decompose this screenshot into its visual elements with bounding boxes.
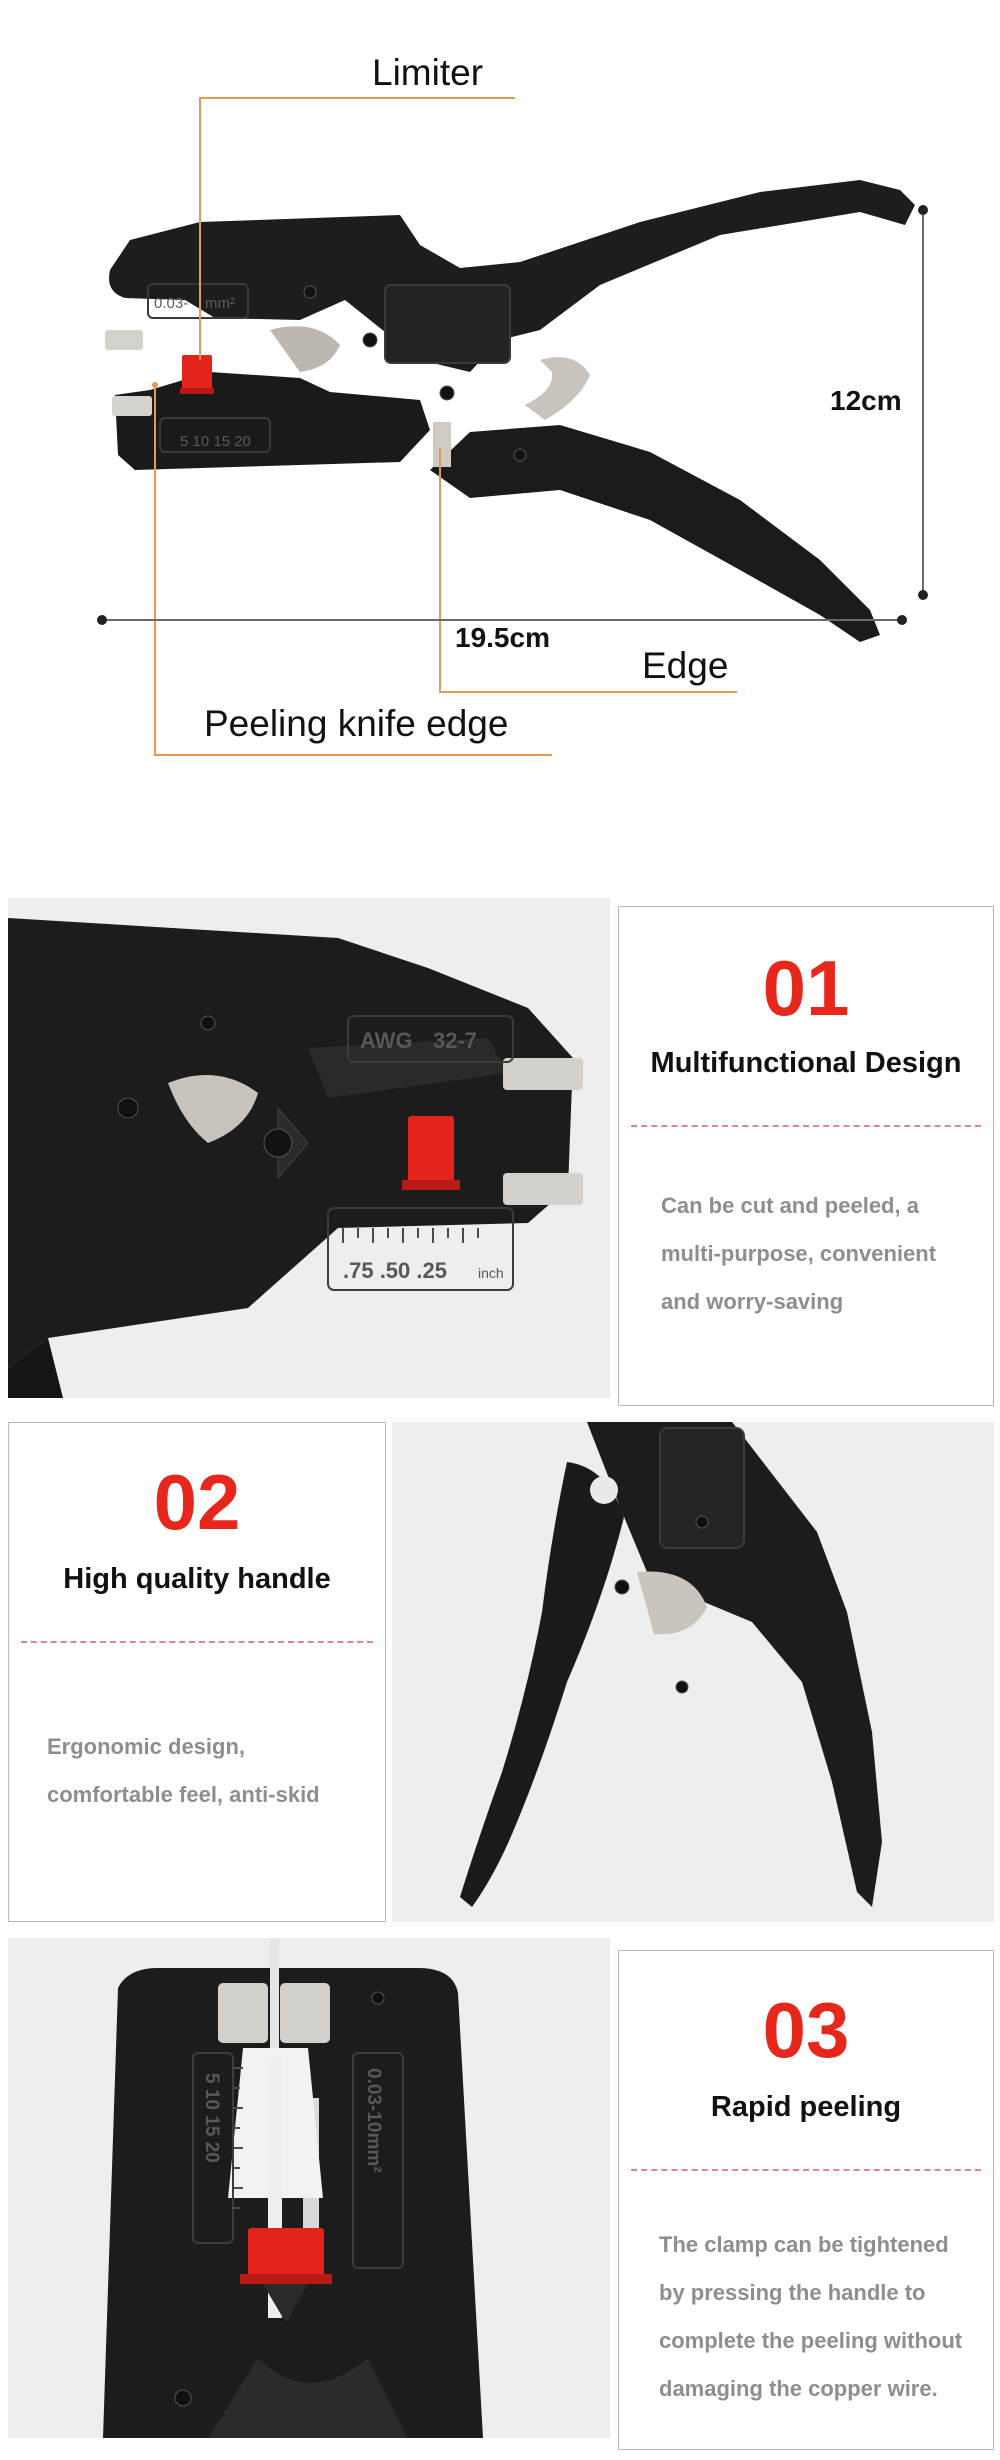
lower-handle [430,425,880,642]
awg-marking: AWG [360,1028,413,1053]
edge-label: Edge [642,645,729,686]
limiter-label: Limiter [372,52,484,93]
inch-unit-marking: inch [478,1265,504,1281]
feature-01-number: 01 [762,944,850,1032]
feature-03-title: Rapid peeling [710,2091,902,2123]
feature-02-number: 02 [153,1458,241,1546]
feature-01-title: Multifunctional Design [650,1047,962,1079]
spring-arm [525,357,590,420]
jaw-scale-marking: 5 10 15 20 [201,2073,222,2163]
limiter-slider [182,355,212,393]
lower-blade-tip [112,396,152,416]
length-dimension-label: 19.5cm [455,622,550,653]
feature-02-photo [392,1422,994,1922]
dimension-diagram [0,0,1000,860]
upper-blade-tip [105,330,143,350]
feature-03-card [618,1950,994,2450]
peeling-knife-edge-label: Peeling knife edge [204,703,509,744]
stripper-handle-view [392,1422,994,1922]
feature-01-description: Can be cut and peeled, a multi-purpose, convenient and worry-saving [661,1193,937,1314]
stripper-jaw-front-view [8,1938,610,2438]
feature-02-divider [21,1641,373,1643]
feature-02-description: Ergonomic design, comfortable feel, anti-skid [47,1734,320,1807]
upper-handle [109,180,915,372]
feature-02-title: High quality handle [63,1563,331,1595]
stripper-head-closeup [8,898,610,1398]
jaw-range-marking: 0.03-10mm² [363,2068,384,2173]
height-dimension-label: 12cm [830,385,902,416]
feature-03-number: 03 [762,1986,850,2074]
awg-range-marking: 32-7 [433,1028,478,1053]
feature-01-photo [8,898,610,1398]
feature-01-divider [631,1125,981,1127]
tool-unit-marking: mm² [205,295,235,312]
tool-scale-marking: 5 10 15 20 [180,433,251,450]
feature-03-photo [8,1938,610,2438]
feature-02-card [8,1422,386,1922]
inch-scale-marking: .75 .50 .25 [343,1258,447,1283]
feature-03-divider [631,2169,981,2171]
lower-jaw [115,372,430,470]
tool-range-marking: 0.03- [154,295,189,312]
feature-03-description: The clamp can be tightened by pressing the handle to complete the peeling without damaging the copper wire. [659,2232,963,2401]
feature-01-card [618,906,994,1406]
